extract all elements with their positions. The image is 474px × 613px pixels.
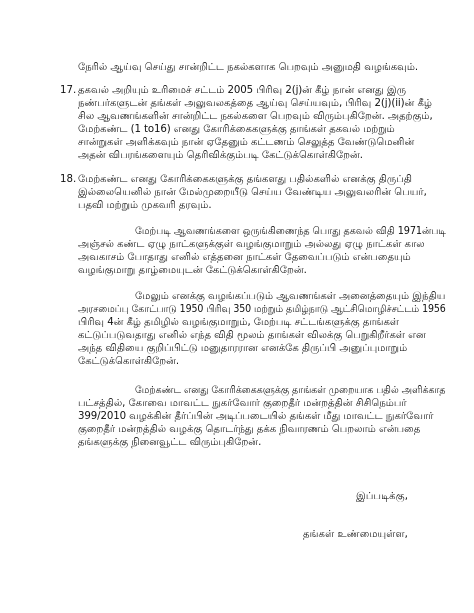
item-18-number: 18. — [60, 174, 77, 185]
paragraph-3-line: தங்களுக்கு நினைவூட்ட விரும்புகிறேன். — [78, 437, 262, 448]
paragraph-1-line: அவகாசம் போதாது எனில் எத்தனை நாட்கள் தேவைப்படும் என்பதையும் — [78, 252, 411, 263]
paragraph-1-line: வழங்குமாறு தாழ்மையுடன் கேட்டுக்கொள்கிறேன். — [78, 265, 307, 276]
item-17-line: தகவல் அறியும் உரிமைச் சட்டம் 2005 பிரிவு 2(j)ன் கீழ் நான் எனது இரு — [78, 85, 407, 96]
paragraph-2-line: அரசமைப்பு கோட்பாடு 1950 பிரிவு 350 மற்றும் தமிழ்நாடு ஆட்சிமொழிச்சட்டம் 1956 — [78, 304, 446, 315]
paragraph-3-line: மேற்கண்ட எனது கோரிக்கைகளுக்கு தாங்கள் முறையாக பதில் அளிக்காத — [135, 385, 446, 396]
item-17-line: சான்றுகள் அளிக்கவும் நான் ஏதேனும் கட்டணம் செலுத்த வேண்டுமெனின் — [78, 137, 415, 148]
signature-text: தங்கள் உண்மையுள்ள, — [303, 529, 408, 540]
paragraph-1-line: மேற்படி ஆவணங்களை ஒருங்கிணைந்த பொது தகவல் விதி 1971ன்படி — [135, 226, 447, 237]
paragraph-3-line: 399/2010 வழக்கின் தீர்ப்பின் அடிப்படையில் தங்கள் மீது மாவட்ட நுகர்வோர் — [78, 411, 434, 422]
paragraph-1-line: அஞ்சல் கண்ட ஏழு நாட்களுக்குள் வழங்குமாறும் அல்லது ஏழு நாட்கள் கால — [78, 239, 425, 250]
item-18-line: இல்லையெனில் நான் மேல்முறையீடு செய்ய வேண்டிய அலுவலரின் பெயர், — [78, 187, 427, 198]
paragraph-2-line: மேலும் எனக்கு வழங்கப்படும் ஆவணங்கள் அனைத்தையும் இந்திய — [135, 291, 446, 302]
paragraph-2-line: கேட்டுக்கொள்கிறேன். — [78, 356, 180, 367]
intro-line: நேரில் ஆய்வு செய்து சான்றிட்ட நகல்களாக பெறவும் அனுமதி வழங்கவும். — [78, 62, 419, 73]
closing-text: இப்படிக்கு, — [356, 491, 408, 502]
paragraph-2-line: கட்டுப்படுவதாது எனில் எந்த விதி மூலம் தாங்கள் விலக்கு பெறுகிறீர்கள் என — [78, 330, 426, 341]
item-18-line: பதவி மற்றும் முகவரி தரவும். — [78, 200, 212, 211]
paragraph-2-line: பிரிவு 4ன் கீழ் தமிழில் வழங்குமாறும், மேற்படி சட்டங்களுக்கு தாங்கள் — [78, 317, 399, 328]
item-17-line: அதன் விபரங்களையும் தெரிவிக்கும்படி கேட்டுக்கொள்கிறேன். — [78, 150, 363, 161]
item-17-line: சில ஆவணங்களின் சான்றிட்ட நகல்களை பெறவும் விரும்புகிறேன். அதற்கும், — [78, 111, 433, 122]
paragraph-3-line: குறைதீர் மன்றத்தில் வழக்கு தொடர்ந்து தக்க நிவாரணம் பெறலாம் என்பதை — [78, 424, 421, 435]
item-17-line: நண்பர்களுடன் தங்கள் அலுவலகத்தை ஆய்வு செய்யவும், பிரிவு 2(j)(ii)ன் கீழ் — [78, 98, 432, 109]
paragraph-3-line: பட்சத்தில், கோவை மாவட்ட நுகர்வோர் குறைதீர் மன்றத்தின் சிசிநெம்பர் — [78, 398, 407, 409]
paragraph-2-line: அந்த விதியை குறிப்பிட்டு மனுதாரரான எனக்கே திருப்பி அனுப்புமாறும் — [78, 343, 408, 354]
item-18-line: மேற்கண்ட எனது கோரிக்கைகளுக்கு தங்களது பதில்களில் எனக்கு திருப்தி — [78, 174, 412, 185]
item-17-number: 17. — [60, 85, 77, 96]
item-17-line: மேற்கண்ட (1 to16) எனது கோரிக்கைகளுக்கு தாங்கள் தகவல் மற்றும் — [78, 124, 395, 135]
